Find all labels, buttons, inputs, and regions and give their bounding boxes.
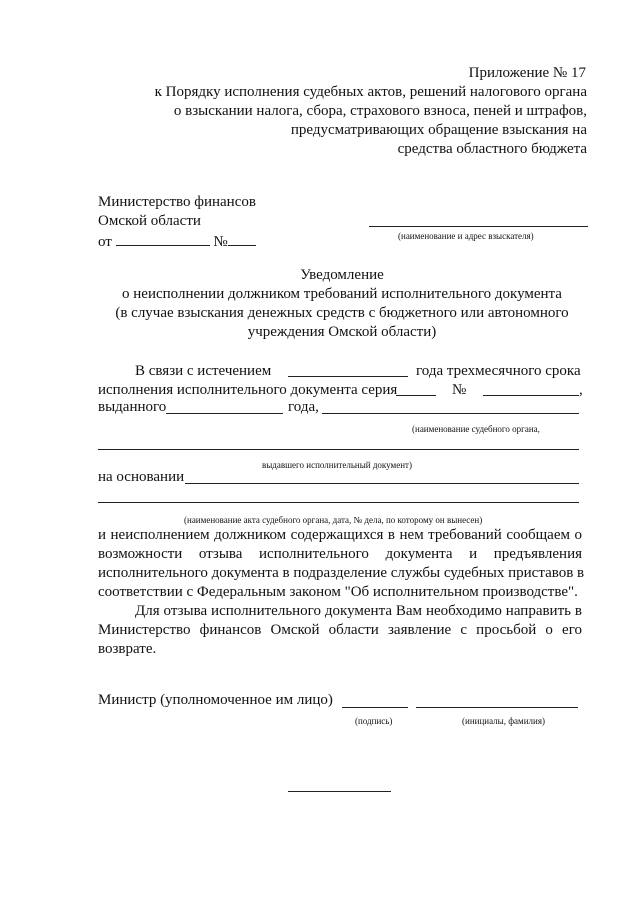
caption-sign: (подпись) <box>355 716 393 726</box>
issued-date-line <box>166 413 283 414</box>
signature-line <box>342 707 408 708</box>
footer-divider <box>288 791 391 792</box>
body-line3-start: выданного <box>98 399 167 415</box>
sender-date-number <box>98 231 256 252</box>
paragraph-line-1: и неисполнением должником содержащихся в нем требований сообщаем о <box>98 527 582 543</box>
caption-court: (наименование судебного органа, <box>412 424 540 434</box>
notice-subtitle-2: (в случае взыскания денежных средств с бюджетного или автономного <box>115 305 569 321</box>
appendix-line-2: о взыскании налога, сбора, страхового взноса, пеней и штрафов, <box>173 103 587 119</box>
from-label: от <box>98 234 112 250</box>
appendix-line-4: средства областного бюджета <box>397 141 587 157</box>
document-number-line <box>483 395 579 396</box>
basis-label: на основании <box>98 469 185 485</box>
basis-line <box>185 483 579 484</box>
body-line1-end: года трехмесячного срока <box>416 363 581 379</box>
recipient-line <box>369 226 588 227</box>
series-line <box>396 395 436 396</box>
comma: , <box>579 382 583 398</box>
court-name-line <box>322 413 579 414</box>
court-name-line-2 <box>98 449 579 450</box>
sender-region: Омской области <box>98 213 201 229</box>
paragraph2-line-1: Для отзыва исполнительного документа Вам необходимо направить в <box>135 603 582 619</box>
recipient-caption: (наименование и адрес взыскателя) <box>398 231 534 241</box>
expiry-date-line <box>288 376 408 377</box>
body-line1-start: В связи с истечением <box>135 363 272 379</box>
notice-title: Уведомление <box>300 267 384 283</box>
name-line <box>416 707 578 708</box>
body-line3-year: года, <box>288 399 319 415</box>
notice-subtitle-3: учреждения Омской области) <box>247 324 437 340</box>
sender-ministry: Министерство финансов <box>98 194 256 210</box>
date-blank <box>116 231 210 246</box>
basis-line-2 <box>98 502 579 503</box>
paragraph-line-2: возможности отзыва исполнительного документа и предъявления <box>98 546 582 562</box>
paragraph2-line-3: возврате. <box>98 641 157 657</box>
notice-subtitle-1: о неисполнении должником требований исполнительного документа <box>122 286 562 302</box>
caption-act: (наименование акта судебного органа, дата, № дела, по которому он вынесен) <box>184 515 483 525</box>
paragraph2-line-2: Министерство финансов Омской области заявление с просьбой о его <box>98 622 582 638</box>
appendix-number: Приложение № 17 <box>468 65 586 81</box>
paragraph-line-3: исполнительного документа в подразделение службы судебных приставов в <box>98 565 585 581</box>
paragraph-line-4: соответствии с Федеральным законом "Об исполнительном производстве". <box>98 584 578 600</box>
number-label: № <box>213 234 228 250</box>
number-sign: № <box>452 382 467 398</box>
signature-label: Министр (уполномоченное им лицо) <box>98 692 333 708</box>
caption-issued: выдавшего исполнительный документ) <box>262 460 412 470</box>
caption-name: (инициалы, фамилия) <box>462 716 545 726</box>
body-line2-start: исполнения исполнительного документа серия <box>98 382 398 398</box>
appendix-line-3: предусматривающих обращение взыскания на <box>290 122 587 138</box>
number-blank <box>228 231 256 246</box>
appendix-line-1: к Порядку исполнения судебных актов, решений налогового органа <box>154 84 587 100</box>
